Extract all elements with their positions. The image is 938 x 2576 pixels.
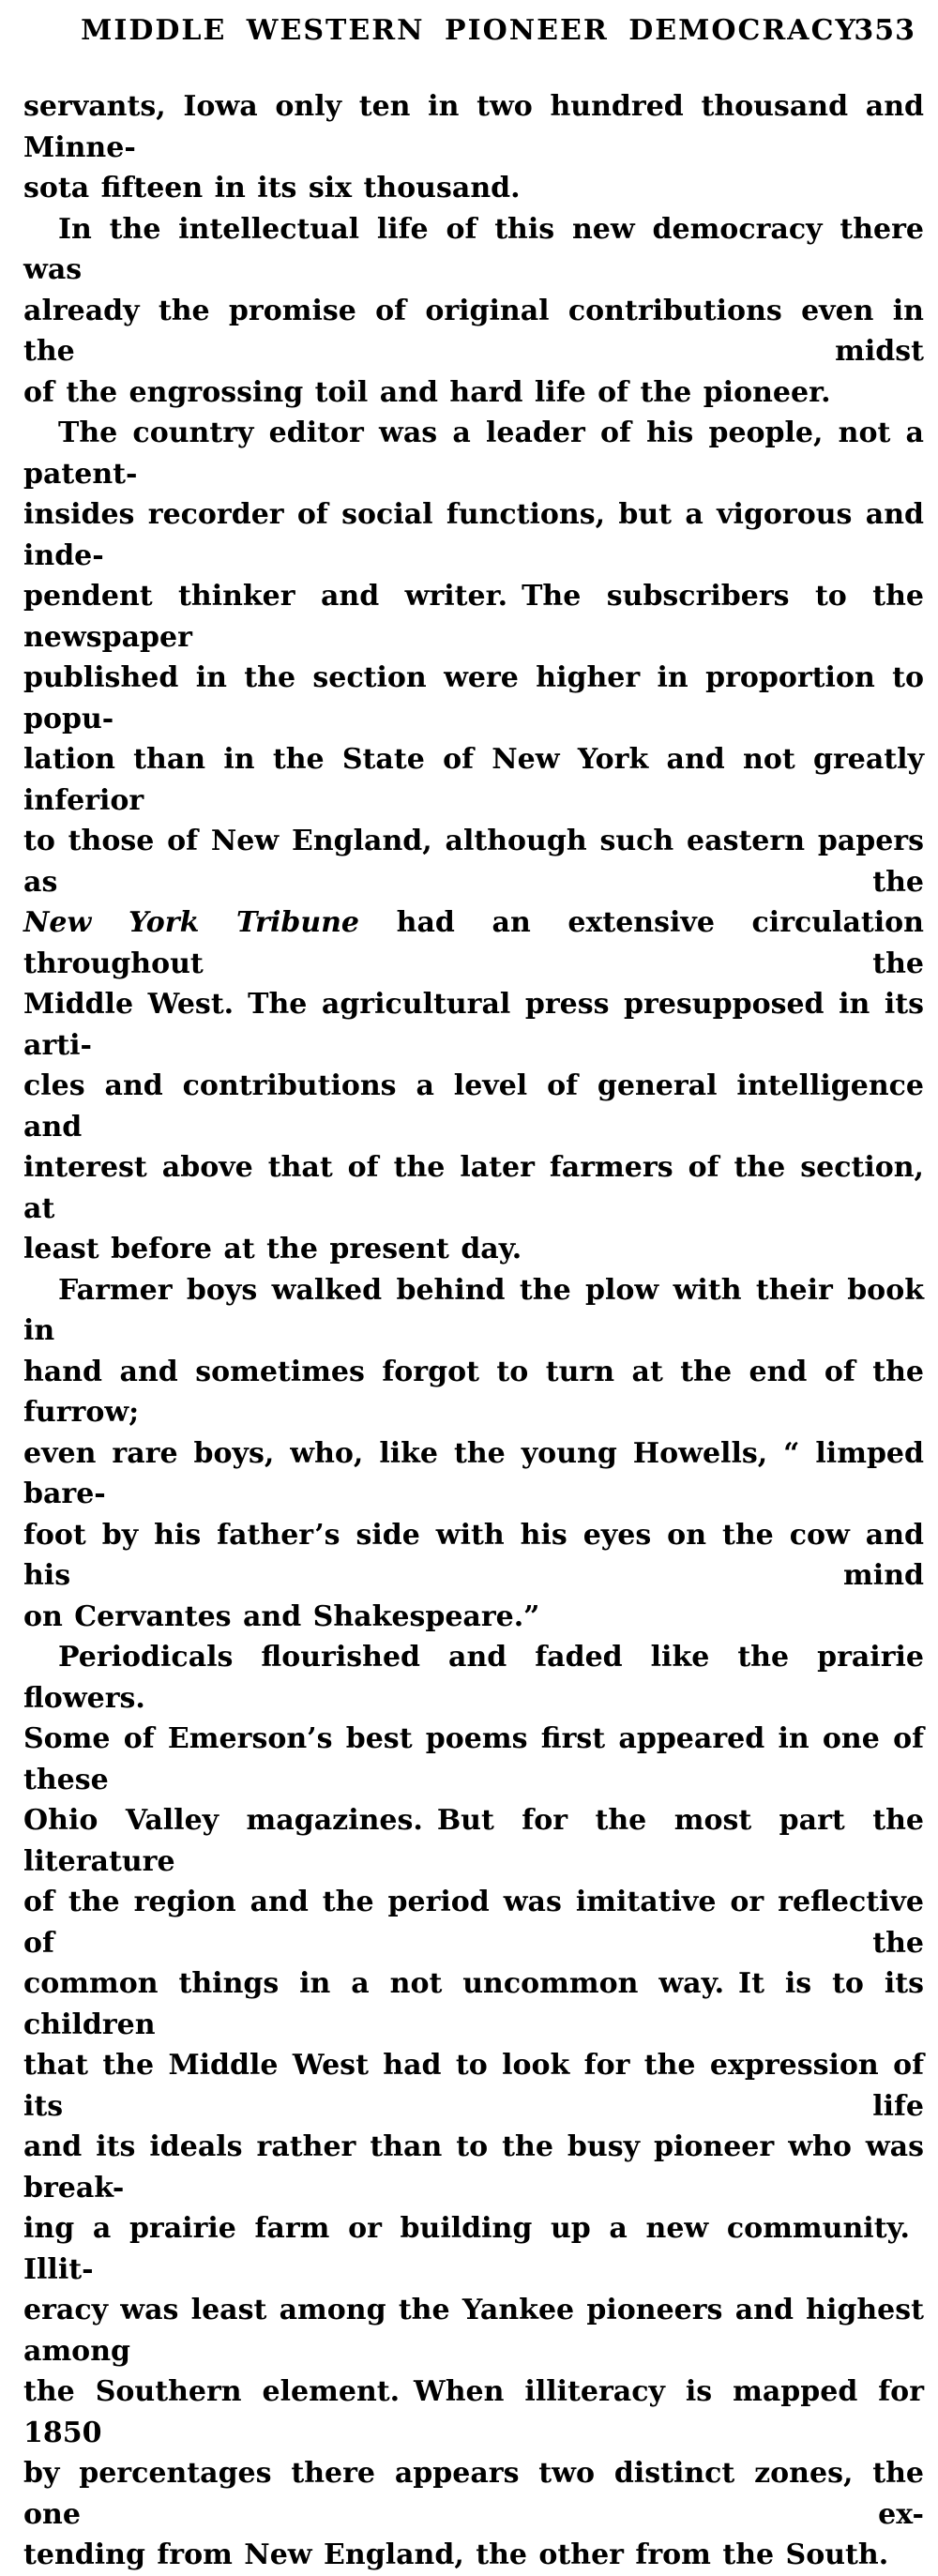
- text-segment: foot by his father’s side with his eyes on the cow and his mind: [23, 1518, 924, 1592]
- text-segment: servants, Iowa only ten in two hundred thousand and Minne-: [23, 90, 924, 164]
- paragraph: [23, 209, 924, 414]
- text-line: [23, 86, 924, 168]
- text-segment: Middle West. The agricultural press presupposed in its arti-: [23, 988, 924, 1062]
- text-segment: by percentages there appears two distinct zones, the one ex-: [23, 2457, 924, 2531]
- text-segment: hand and sometimes forgot to turn at the end of the furrow;: [23, 1355, 924, 1429]
- text-line: [23, 1270, 924, 1352]
- text-segment: already the promise of original contributions even in the midst: [23, 294, 924, 368]
- text-line: [23, 902, 924, 984]
- text-segment: interest above that of the later farmers of the section, at: [23, 1151, 924, 1225]
- text-line: [23, 1229, 924, 1270]
- text-segment: cles and contributions a level of general intelligence and: [23, 1069, 924, 1144]
- text-segment: pendent thinker and writer. The subscribers to the newspaper: [23, 580, 924, 654]
- text-line: [23, 2127, 924, 2208]
- text-line: [23, 1637, 924, 1719]
- text-segment: tending from New England, the other from the South.: [23, 2538, 889, 2571]
- text-line: [23, 2371, 924, 2453]
- text-line: [23, 821, 924, 902]
- text-segment: of the engrossing toil and hard life of the pioneer.: [23, 375, 831, 409]
- text-segment: insides recorder of social functions, but a vigorous and inde-: [23, 498, 924, 572]
- text-line: [23, 2290, 924, 2371]
- text-segment: published in the section were higher in proportion to popu-: [23, 661, 924, 735]
- page-text-block: [23, 86, 924, 2576]
- text-line: [23, 291, 924, 372]
- text-segment: In the intellectual life of this new democracy there was: [23, 212, 924, 286]
- text-segment: that the Middle West had to look for the expression of its life: [23, 2049, 924, 2123]
- running-head-title: MIDDLE WESTERN PIONEER DEMOCRACY: [81, 14, 857, 47]
- text-line: [23, 494, 924, 576]
- text-line: [23, 1963, 924, 2045]
- text-segment: The country editor was a leader of his people, not a patent-: [23, 417, 924, 491]
- text-segment: Farmer boys walked behind the plow with their book in: [23, 1273, 924, 1347]
- text-line: [23, 2535, 924, 2576]
- text-line: [23, 1882, 924, 1963]
- italic-text: New York Tribune: [23, 906, 360, 939]
- text-line: [23, 739, 924, 821]
- text-line: [23, 209, 924, 291]
- text-segment: and its ideals rather than to the busy pioneer who was break-: [23, 2130, 924, 2205]
- text-line: [23, 1719, 924, 1800]
- text-line: [23, 1433, 924, 1515]
- page-number: 353: [854, 14, 915, 47]
- text-line: [23, 1515, 924, 1597]
- text-segment: common things in a not uncommon way. It is to its children: [23, 1967, 924, 2041]
- text-segment: eracy was least among the Yankee pioneers and highest among: [23, 2294, 924, 2368]
- text-line: [23, 1597, 924, 1638]
- text-segment: of the region and the period was imitative or reflective of the: [23, 1886, 924, 1960]
- text-line: [23, 2208, 924, 2290]
- text-segment: on Cervantes and Shakespeare.”: [23, 1599, 540, 1633]
- paragraph: [23, 1637, 924, 2576]
- text-line: [23, 1352, 924, 1433]
- text-line: [23, 168, 924, 209]
- text-segment: least before at the present day.: [23, 1233, 522, 1265]
- text-line: [23, 1800, 924, 1882]
- text-segment: Some of Emerson’s best poems first appeared in one of these: [23, 1722, 924, 1796]
- running-head: [0, 13, 938, 49]
- text-segment: to those of New England, although such eastern papers as the: [23, 825, 924, 899]
- text-line: [23, 576, 924, 658]
- text-line: [23, 1147, 924, 1229]
- text-segment: had an extensive circulation throughout the: [23, 906, 924, 980]
- text-line: [23, 658, 924, 739]
- text-segment: even rare boys, who, like the young Howells, “ limped bare-: [23, 1436, 924, 1510]
- text-line: [23, 1066, 924, 1147]
- paragraph: [23, 1270, 924, 1638]
- text-segment: Periodicals flourished and faded like the prairie flowers.: [23, 1641, 924, 1715]
- text-segment: ing a prairie farm or building up a new community. Illit-: [23, 2212, 924, 2286]
- text-line: [23, 2045, 924, 2127]
- paragraph: [23, 86, 924, 209]
- text-line: [23, 413, 924, 494]
- text-segment: sota fifteen in its six thousand.: [23, 172, 521, 205]
- text-segment: the Southern element. When illiteracy is mapped for 1850: [23, 2375, 924, 2449]
- text-line: [23, 372, 924, 414]
- text-segment: Ohio Valley magazines. But for the most part the literature: [23, 1804, 924, 1878]
- text-line: [23, 984, 924, 1066]
- text-segment: lation than in the State of New York and not greatly inferior: [23, 743, 924, 817]
- text-line: [23, 2453, 924, 2535]
- paragraph: [23, 413, 924, 1270]
